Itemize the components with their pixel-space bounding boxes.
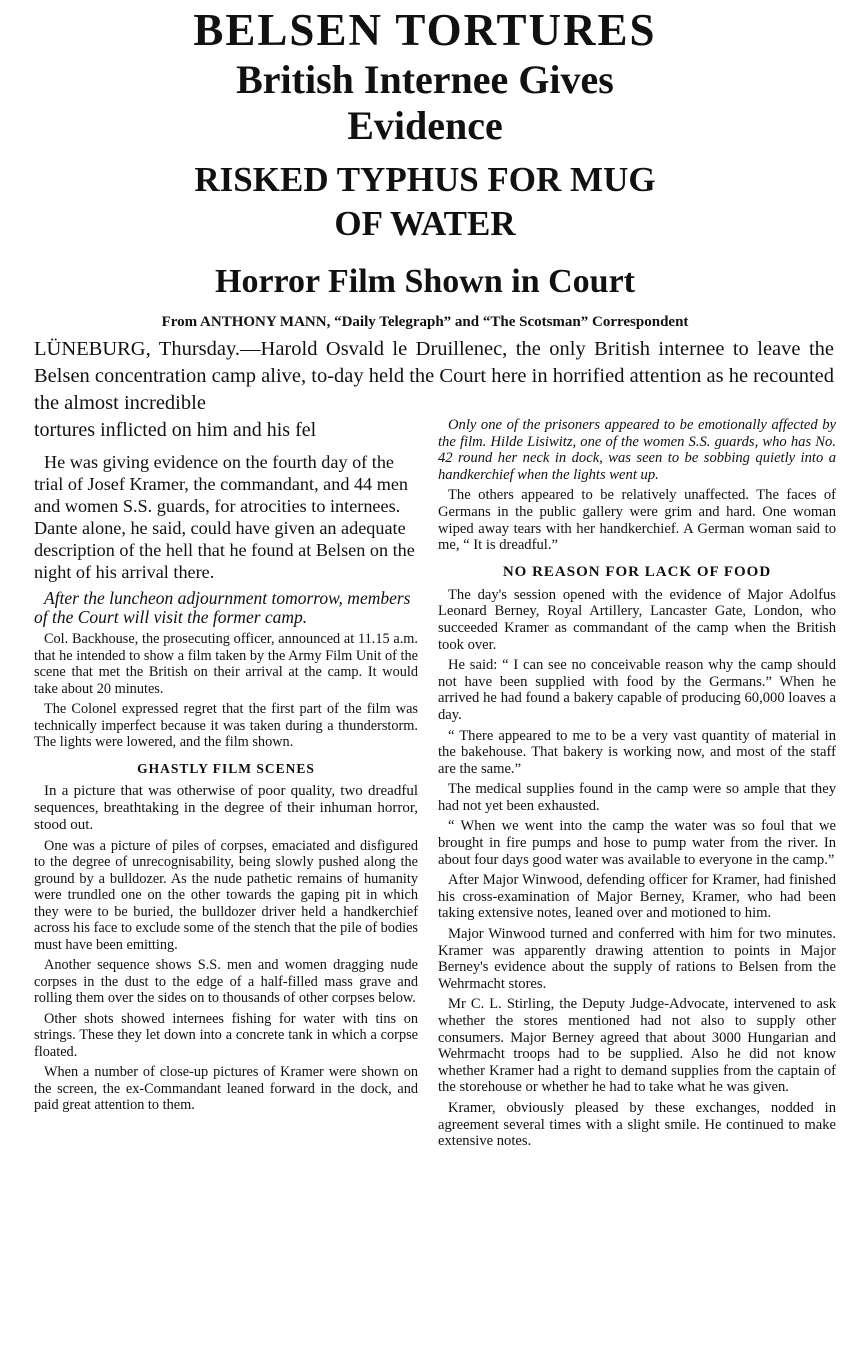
subheading-ghastly-film-scenes: GHASTLY FILM SCENES [137,760,315,776]
paragraph: After Major Winwood, defending officer for Kramer, had finished his cross-examination of Major Berney, Kramer, who had been taking extensive notes, leaned over and motioned to him. [438,872,836,922]
headline-secondary-line1: British Internee Gives [236,57,614,102]
paragraph: Only one of the prisoners appeared to be emotionally affected by the film. Hilde Lisiwitz, one of the women S.S. guards, who has No. 42 round her neck in dock, was seen to be sobbing quietly into a handkerchief when the lights went up. [438,417,836,483]
headline-deck-line2: OF WATER [334,204,516,243]
subheading-no-reason-for-lack-of-food: NO REASON FOR LACK OF FOOD [502,563,772,580]
lede-paragraph: LÜNEBURG, Thursday.—Harold Osvald le Druillenec, the only British internee to leave the Belsen concentration camp alive, to-day held the Court here in horrified attention as he recounted the almost incredible [34,338,834,414]
paragraph: The medical supplies found in the camp were so ample that they had not yet been exhausted. [438,781,836,814]
byline: From ANTHONY MANN, “Daily Telegraph” and “The Scotsman” Correspondent [161,314,689,330]
paragraph: He said: “ I can see no conceivable reason why the camp should not have been supplied with food by the Germans.” When he arrived he had found a bakery capable of producing 60,000 loaves a day. [438,657,836,723]
paragraph: Another sequence shows S.S. men and women dragging nude corpses in the dust to the edge of a half-filled mass grave and rolling them over the sides on to thousands of other corpses below. [34,957,418,1006]
right-column [438,417,836,1150]
headline-secondary-line2: Evidence [347,103,503,148]
paragraph: One was a picture of piles of corpses, emaciated and disfigured to the degree of unrecognisability, being slowly pushed along the ground by a bulldozer. As the nude pathetic remains of humanity were trundled one on the other towards the gaping pit in which they were to be buried, the bulldozer driver held a handkerchief across his face to exclude some of the stench that the pile of bodies must have been emitting. [34,837,418,953]
article-columns [34,417,836,1150]
headline-main: BELSEN TORTURES [193,5,657,55]
article [0,4,850,1150]
paragraph: The others appeared to be relatively unaffected. The faces of Germans in the public gallery were grim and hard. One woman wiped away tears with her handkerchief. A German woman said to me, “ It is dreadful.” [438,487,836,554]
paragraph: Other shots showed internees fishing for water with tins on strings. These they let down into a concrete tank in which a corpse floated. [34,1010,418,1060]
headline-film: Horror Film Shown in Court [215,263,635,300]
paragraph: After the luncheon adjournment tomorrow, members of the Court will visit the former camp. [34,588,411,627]
paragraph: In a picture that was otherwise of poor quality, two dreadful sequences, breathtaking in the degree of their inhuman horror, stood out. [34,782,418,833]
paragraph: Mr C. L. Stirling, the Deputy Judge-Advocate, intervened to ask whether the stores mentioned had not also to supply other consumers. Major Berney agreed that about 3000 Hungarian and Wehrmacht troops had to be supplied. Also he did not know whether Kramer had a right to demand supplies from the captain of the storehouse or whether he had to take what he was given. [438,996,836,1096]
headline-deck-line1: RISKED TYPHUS FOR MUG [194,160,656,199]
paragraph: “ When we went into the camp the water was so foul that we brought in fire pumps and hose to pump water from the river. In about four days good water was available to everyone in the camp.” [438,818,836,868]
paragraph: The Colonel expressed regret that the first part of the film was technically imperfect because it was taken during a thunderstorm. The lights were lowered, and the film shown. [34,701,418,750]
paragraph: The day's session opened with the evidence of Major Adolfus Leonard Berney, Royal Artillery, Lancaster Gate, London, who succeeded Kramer as commandant of the camp when the British took over. [438,586,836,653]
paragraph: “ There appeared to me to be a very vast quantity of material in the bakehouse. That bakery is working now, and most of the staff are the same.” [438,727,836,777]
paragraph: He was giving evidence on the fourth day of the trial of Josef Kramer, the commandant, and 44 men and women S.S. guards, for atrocities to internees. Dante alone, he said, could have given an adequate description of the hell that he found at Belsen on the night of his arrival there. [34,452,415,582]
paragraph: Col. Backhouse, the prosecuting officer, announced at 11.15 a.m. that he intended to show a film taken by the Army Film Unit of the scene that met the British on their arrival at the camp. It would take about 20 minutes. [34,631,418,697]
lede-continuation: tortures inflicted on him and his fel [34,419,317,441]
paragraph: Kramer, obviously pleased by these exchanges, nodded in agreement several times with a slight smile. He continued to make extensive notes. [438,1099,836,1150]
left-column [34,417,418,1150]
paragraph: When a number of close-up pictures of Kramer were shown on the screen, the ex-Commandant leaned forward in the dock, and paid great attention to them. [34,1064,418,1113]
paragraph: Major Winwood turned and conferred with him for two minutes. Kramer was apparently drawing attention to points in Major Berney's evidence about the supply of rations to Belsen from the Wehrmacht stores. [438,926,836,992]
